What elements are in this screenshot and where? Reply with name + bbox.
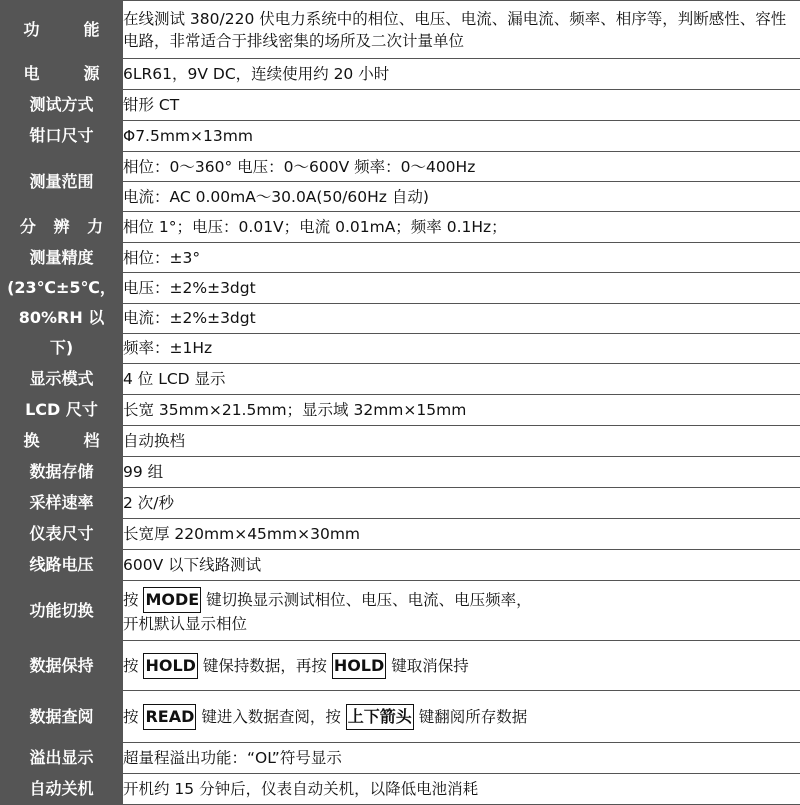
table-row [1,90,800,121]
arrow-key-label: 上下箭头 [346,704,414,730]
text-fragment: 按 [123,708,139,726]
hold-key-label: HOLD [332,653,386,679]
table-row [1,243,800,273]
row-label-resolution: 分 辨 力 [1,212,123,243]
table-row [1,1,800,59]
row-label-accuracy [1,243,123,364]
table-row [1,488,800,519]
row-value-sample-rate: 2 次/秒 [123,488,800,519]
read-key-label: READ [143,704,196,730]
table-row [1,426,800,457]
row-label-line-voltage: 线路电压 [1,550,123,581]
table-row [1,519,800,550]
table-row [1,581,800,641]
accuracy-label-line: (23℃±5℃， [1,273,122,303]
function-switch-line2: 开机默认显示相位 [123,613,800,635]
row-value-line-voltage: 600V 以下线路测试 [123,550,800,581]
row-value-resolution: 相位 1°；电压：0.01V；电流 0.01mA；频率 0.1Hz； [123,212,800,243]
row-value-function-switch [123,581,800,641]
row-value-power: 6LR61，9V DC，连续使用约 20 小时 [123,59,800,90]
row-value-jaw-size: Φ7.5mm×13mm [123,121,800,152]
row-value-overflow: 超量程溢出功能：“OL”符号显示 [123,743,800,774]
accuracy-label-line: 测量精度 [1,243,122,273]
row-label-test-method: 测试方式 [1,90,123,121]
row-value-data-hold [123,641,800,691]
row-value-lcd-size: 长宽 35mm×21.5mm；显示域 32mm×15mm [123,395,800,426]
table-row [1,395,800,426]
row-label-lcd-size: LCD 尺寸 [1,395,123,426]
table-row [1,550,800,581]
row-value-function: 在线测试 380/220 伏电力系统中的相位、电压、电流、漏电流、频率、相序等，判断感性、容性电路，非常适合于排线密集的场所及二次计量单位 [123,1,800,59]
row-value-meter-size: 长宽厚 220mm×45mm×30mm [123,519,800,550]
row-value-measure-range-1: 相位：0～360° 电压：0～600V 频率：0～400Hz [123,152,800,182]
row-label-power: 电 源 [1,59,123,90]
row-value-test-method: 钳形 CT [123,90,800,121]
row-label-jaw-size: 钳口尺寸 [1,121,123,152]
row-value-range-switch: 自动换档 [123,426,800,457]
table-row [1,212,800,243]
text-fragment: 键翻阅所存数据 [419,708,528,726]
table-row [1,457,800,488]
row-value-measure-range-2: 电流：AC 0.00mA～30.0A(50/60Hz 自动) [123,182,800,212]
row-label-measure-range: 测量范围 [1,152,123,212]
row-label-data-hold: 数据保持 [1,641,123,691]
row-label-function-switch: 功能切换 [1,581,123,641]
row-value-data-storage: 99 组 [123,457,800,488]
text-fragment: 键保持数据，再按 [203,657,327,675]
row-value-accuracy-frequency: 频率：±1Hz [123,333,800,363]
row-label-function: 功 能 [1,1,123,59]
accuracy-label-line: 下) [1,333,122,363]
row-value-auto-off: 开机约 15 分钟后，仪表自动关机，以降低电池消耗 [123,774,800,805]
accuracy-label-line: 80%RH 以 [1,303,122,333]
text-fragment: 键进入数据查阅，按 [201,708,341,726]
row-label-data-review: 数据查阅 [1,691,123,743]
mode-key-label: MODE [143,587,201,613]
hold-key-label: HOLD [143,653,197,679]
row-label-overflow: 溢出显示 [1,743,123,774]
table-row [1,121,800,152]
row-label-display-mode: 显示模式 [1,364,123,395]
row-value-display-mode: 4 位 LCD 显示 [123,364,800,395]
row-label-sample-rate: 采样速率 [1,488,123,519]
row-label-data-storage: 数据存储 [1,457,123,488]
row-value-accuracy-voltage: 电压：±2%±3dgt [123,273,800,303]
table-row [1,691,800,743]
row-label-meter-size: 仪表尺寸 [1,519,123,550]
text-fragment: 按 [123,591,139,609]
table-row [1,152,800,182]
function-switch-line1 [123,587,800,613]
row-value-accuracy-phase: 相位：±3° [123,243,800,273]
row-label-auto-off: 自动关机 [1,774,123,805]
row-label-range-switch: 换 档 [1,426,123,457]
table-row [1,364,800,395]
text-fragment: 键切换显示测试相位、电压、电流、电压频率， [206,591,532,609]
table-row [1,59,800,90]
text-fragment: 键取消保持 [391,657,469,675]
row-value-data-review [123,691,800,743]
table-row [1,641,800,691]
text-fragment: 按 [123,657,139,675]
row-value-accuracy-current: 电流：±2%±3dgt [123,303,800,333]
table-row [1,743,800,774]
